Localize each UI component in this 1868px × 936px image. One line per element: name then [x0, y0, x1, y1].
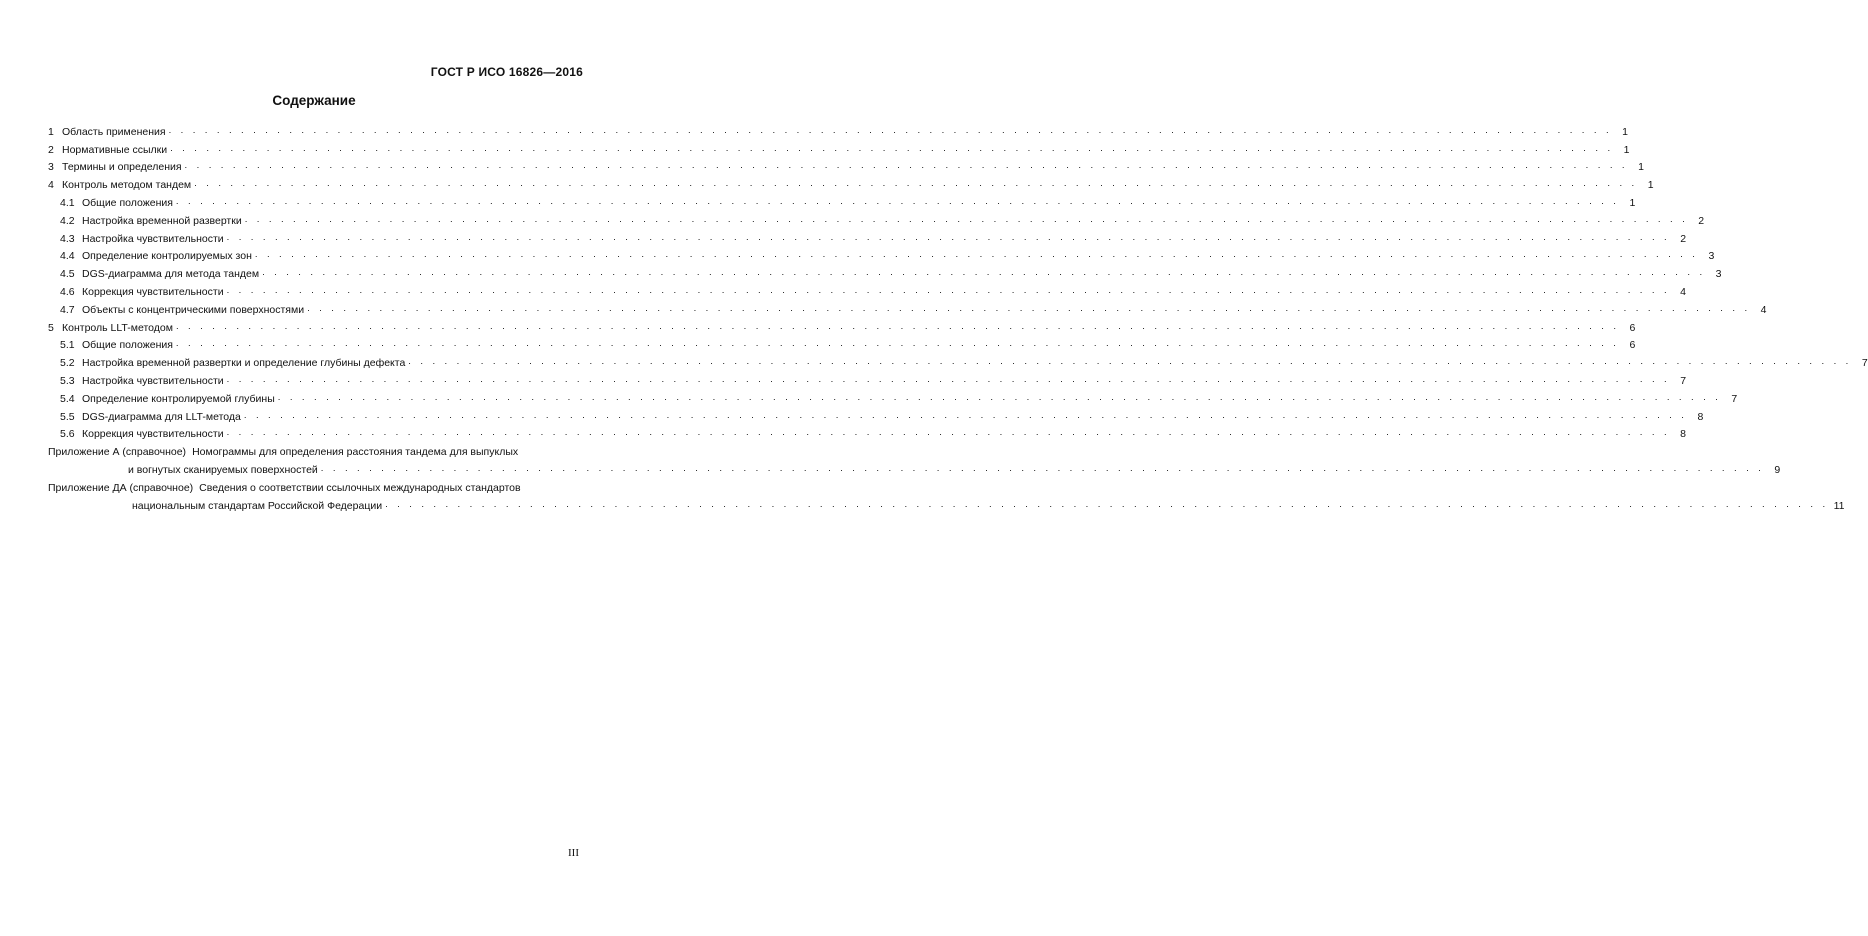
toc-entry-page: 8 — [1697, 410, 1704, 423]
toc-entry[interactable] — [48, 423, 1686, 441]
leader-dots: . . . . . . . . . . . . . . . . . . . . . . . . . . . . . . . . . . . . . . . . . . . . . . . . . . . . . . . . . . . . . . . . . . . . . . . . . . . . . . . . . . . . . . . . . . . . . . . . . . . . . . . . . . . . . . . . . . . . . . . . — [320, 462, 1765, 474]
page-number: III — [568, 847, 579, 859]
toc-entry-page: 6 — [1629, 339, 1636, 352]
toc-entry[interactable] — [48, 387, 1738, 405]
leader-dots: . . . . . . . . . . . . . . . . . . . . . . . . . . . . . . . . . . . . . . . . . . . . . . . . . . . . . . . . . . . . . . . . . . . . . . . . . . . . . . . . . . . . . . . . . . . . . . . . . . . . . . . . . . . . . . . . . . . . . . . . — [175, 320, 1620, 332]
toc-entry[interactable] — [48, 138, 1630, 156]
appendix-page: 11 — [1833, 499, 1845, 512]
toc-entry[interactable] — [48, 280, 1686, 298]
toc-entry-page: 6 — [1629, 321, 1636, 334]
leader-dots: . . . . . . . . . . . . . . . . . . . . . . . . . . . . . . . . . . . . . . . . . . . . . . . . . . . . . . . . . . . . . . . . . . . . . . . . . . . . . . . . . . . . . . . . . . . . . . . . . . . . . . . . . . . . . . . . . . . . . . . . — [184, 160, 1628, 172]
toc-entry-page: 4 — [1760, 303, 1767, 316]
toc-entry-page: 7 — [1861, 357, 1868, 370]
leader-dots: . . . . . . . . . . . . . . . . . . . . . . . . . . . . . . . . . . . . . . . . . . . . . . . . . . . . . . . . . . . . . . . . . . . . . . . . . . . . . . . . . . . . . . . . . . . . . . . . . . . . . . . . . . . . . . . . . . . . . . . . — [170, 142, 1614, 154]
toc-entry-title: Общие положения — [82, 339, 176, 351]
toc-entry-page: 1 — [1623, 143, 1630, 156]
leader-dots: . . . . . . . . . . . . . . . . . . . . . . . . . . . . . . . . . . . . . . . . . . . . . . . . . . . . . . . . . . . . . . . . . . . . . . . . . . . . . . . . . . . . . . . . . . . . . . . . . . . . . . . . . . . . . . . . . . . . . . . . — [244, 213, 1689, 225]
leader-dots: . . . . . . . . . . . . . . . . . . . . . . . . . . . . . . . . . . . . . . . . . . . . . . . . . . . . . . . . . . . . . . . . . . . . . . . . . . . . . . . . . . . . . . . . . . . . . . . . . . . . . . . . . . . . . . . . . . . . . . . . — [307, 302, 1751, 314]
toc-entry-number: 2 — [48, 143, 54, 156]
leader-dots: . . . . . . . . . . . . . . . . . . . . . . . . . . . . . . . . . . . . . . . . . . . . . . . . . . . . . . . . . . . . . . . . . . . . . . . . . . . . . . . . . . . . . . . . . . . . . . . . . . . . . . . . . . . . . . . . . . . . . . . . — [262, 267, 1706, 279]
toc-entry-number: 1 — [48, 125, 54, 138]
toc-appendix-entry[interactable] — [48, 476, 1845, 512]
toc-entry-number: 5.2 — [60, 357, 75, 370]
standard-designation: ГОСТ Р ИСО 16826—2016 — [430, 65, 583, 79]
appendix-title: Сведения о соответствии ссылочных международных стандартов — [199, 481, 521, 494]
toc-entry-page: 1 — [1638, 161, 1644, 174]
toc-entry-number: 5.6 — [60, 428, 75, 441]
toc-entry-title: DGS-диаграмма для метода тандем — [82, 268, 262, 280]
toc-entry[interactable] — [48, 173, 1654, 192]
leader-dots: . . . . . . . . . . . . . . . . . . . . . . . . . . . . . . . . . . . . . . . . . . . . . . . . . . . . . . . . . . . . . . . . . . . . . . . . . . . . . . . . . . . . . . . . . . . . . . . . . . . . . . . . . . . . . . . . . . . . . . . . — [254, 249, 1699, 261]
toc-entry-title: Настройка временной развертки и определение глубины дефекта — [82, 357, 408, 369]
toc-entry-title: Коррекция чувствительности — [82, 428, 227, 440]
toc-entry[interactable] — [48, 405, 1704, 423]
toc-entry-number: 5.1 — [60, 339, 75, 352]
toc-entry-number: 5.4 — [60, 392, 75, 405]
toc-entry-page: 8 — [1680, 428, 1686, 441]
toc-entry[interactable] — [48, 245, 1715, 263]
toc-entry-page: 2 — [1698, 214, 1705, 227]
leader-dots: . . . . . . . . . . . . . . . . . . . . . . . . . . . . . . . . . . . . . . . . . . . . . . . . . . . . . . . . . . . . . . . . . . . . . . . . . . . . . . . . . . . . . . . . . . . . . . . . . . . . . . . . . . . . . . . . . . . . . . . . — [226, 373, 1671, 385]
toc-entry[interactable] — [48, 209, 1705, 227]
toc-appendix-entry[interactable] — [48, 440, 1781, 476]
toc-entry-number: 4.1 — [60, 196, 75, 209]
toc-entry[interactable] — [48, 334, 1636, 352]
toc-entry-number: 5 — [48, 321, 54, 334]
toc-entry-title: Определение контролируемых зон — [82, 250, 255, 262]
leader-dots: . . . . . . . . . . . . . . . . . . . . . . . . . . . . . . . . . . . . . . . . . . . . . . . . . . . . . . . . . . . . . . . . . . . . . . . . . . . . . . . . . . . . . . . . . . . . . . . . . . . . . . . . . . . . . . . . . . . . . . . . — [226, 427, 1670, 439]
toc-entry-page: 4 — [1680, 285, 1686, 298]
leader-dots: . . . . . . . . . . . . . . . . . . . . . . . . . . . . . . . . . . . . . . . . . . . . . . . . . . . . . . . . . . . . . . . . . . . . . . . . . . . . . . . . . . . . . . . . . . . . . . . . . . . . . . . . . . . . . . . . . . . . . . . . — [168, 124, 1612, 136]
leader-dots: . . . . . . . . . . . . . . . . . . . . . . . . . . . . . . . . . . . . . . . . . . . . . . . . . . . . . . . . . . . . . . . . . . . . . . . . . . . . . . . . . . . . . . . . . . . . . . . . . . . . . . . . . . . . . . . . . . . . . . . . — [175, 195, 1620, 207]
toc-entry-page: 2 — [1680, 232, 1687, 245]
appendix-title-continued: национальным стандартам Российской Федерации — [132, 500, 385, 512]
leader-dots: . . . . . . . . . . . . . . . . . . . . . . . . . . . . . . . . . . . . . . . . . . . . . . . . . . . . . . . . . . . . . . . . . . . . . . . . . . . . . . . . . . . . . . . . . . . . . . . . . . . . . . . . . . . . . . . . . . . . . . . . — [408, 356, 1852, 368]
toc-entry[interactable] — [48, 191, 1636, 209]
toc-entry-number: 4.3 — [60, 232, 75, 245]
toc-entry[interactable] — [48, 227, 1687, 245]
toc-entry-title: Настройка чувствительности — [82, 233, 227, 245]
toc-entry-title: Нормативные ссылки — [62, 144, 170, 156]
leader-dots: . . . . . . . . . . . . . . . . . . . . . . . . . . . . . . . . . . . . . . . . . . . . . . . . . . . . . . . . . . . . . . . . . . . . . . . . . . . . . . . . . . . . . . . . . . . . . . . . . . . . . . . . . . . . . . . . . . . . . . . . — [277, 391, 1722, 403]
leader-dots: . . . . . . . . . . . . . . . . . . . . . . . . . . . . . . . . . . . . . . . . . . . . . . . . . . . . . . . . . . . . . . . . . . . . . . . . . . . . . . . . . . . . . . . . . . . . . . . . . . . . . . . . . . . . . . . . . . . . . . . . — [175, 338, 1620, 350]
appendix-title: Номограммы для определения расстояния тандема для выпуклых — [192, 446, 519, 459]
toc-entry-title: Коррекция чувствительности — [82, 286, 227, 298]
toc-entry-title: Настройка чувствительности — [82, 375, 227, 387]
page-title: Содержание — [272, 93, 356, 108]
toc-entry-number: 4 — [48, 179, 54, 192]
toc-entry-title: Контроль LLT-методом — [62, 322, 176, 334]
toc-entry-title: Контроль методом тандем — [62, 179, 194, 191]
toc-entry[interactable] — [48, 156, 1644, 174]
toc-entry-page: 3 — [1708, 250, 1715, 263]
toc-entry[interactable] — [48, 316, 1636, 334]
leader-dots: . . . . . . . . . . . . . . . . . . . . . . . . . . . . . . . . . . . . . . . . . . . . . . . . . . . . . . . . . . . . . . . . . . . . . . . . . . . . . . . . . . . . . . . . . . . . . . . . . . . . . . . . . . . . . . . . . . . . . . . . — [194, 178, 1638, 190]
toc-entry[interactable] — [48, 120, 1628, 138]
appendix-label: Приложение ДА (справочное) — [48, 481, 194, 494]
toc-entry-number: 3 — [48, 161, 54, 174]
toc-entry-number: 5.3 — [60, 374, 75, 387]
toc-entry-number: 4.6 — [60, 285, 75, 298]
appendix-page: 9 — [1774, 463, 1781, 476]
leader-dots: . . . . . . . . . . . . . . . . . . . . . . . . . . . . . . . . . . . . . . . . . . . . . . . . . . . . . . . . . . . . . . . . . . . . . . . . . . . . . . . . . . . . . . . . . . . . . . . . . . . . . . . . . . . . . . . . . . . . . . . . — [243, 409, 1688, 421]
toc-entry-page: 1 — [1629, 196, 1636, 209]
toc-entry-title: Общие положения — [82, 197, 176, 209]
leader-dots: . . . . . . . . . . . . . . . . . . . . . . . . . . . . . . . . . . . . . . . . . . . . . . . . . . . . . . . . . . . . . . . . . . . . . . . . . . . . . . . . . . . . . . . . . . . . . . . . . . . . . . . . . . . . . . . . . . . . . . . . — [226, 284, 1670, 296]
appendix-label: Приложение А (справочное) — [48, 446, 187, 459]
toc-entry-page: 7 — [1680, 374, 1687, 387]
leader-dots: . . . . . . . . . . . . . . . . . . . . . . . . . . . . . . . . . . . . . . . . . . . . . . . . . . . . . . . . . . . . . . . . . . . . . . . . . . . . . . . . . . . . . . . . . . . . . . . . . . . . . . . . . . . . . . . . . . . . . . . . — [385, 498, 1829, 510]
toc-entry-title: Область применения — [62, 126, 169, 138]
table-of-contents — [48, 120, 1868, 512]
toc-entry-page: 1 — [1647, 179, 1654, 192]
toc-entry-title: Настройка временной развертки — [82, 215, 245, 227]
toc-entry-title: DGS-диаграмма для LLT-метода — [82, 411, 244, 423]
appendix-title-continued: и вогнутых сканируемых поверхностей — [128, 464, 321, 476]
toc-entry[interactable] — [48, 369, 1687, 387]
toc-entry-page: 1 — [1622, 125, 1628, 138]
toc-entry-page: 3 — [1715, 268, 1722, 281]
toc-entry-number: 4.2 — [60, 214, 75, 227]
toc-entry-title: Термины и определения — [62, 161, 185, 173]
toc-entry[interactable] — [48, 262, 1722, 281]
toc-entry[interactable] — [48, 298, 1767, 316]
toc-entry-title: Объекты с концентрическими поверхностями — [82, 304, 307, 316]
toc-entry-number: 4.5 — [60, 268, 75, 281]
toc-entry-number: 5.5 — [60, 410, 75, 423]
toc-entry-number: 4.4 — [60, 250, 75, 263]
toc-entry-number: 4.7 — [60, 303, 75, 316]
toc-entry-title: Определение контролируемой глубины — [82, 393, 278, 405]
toc-entry-page: 7 — [1731, 392, 1738, 405]
toc-entry[interactable] — [48, 351, 1868, 370]
leader-dots: . . . . . . . . . . . . . . . . . . . . . . . . . . . . . . . . . . . . . . . . . . . . . . . . . . . . . . . . . . . . . . . . . . . . . . . . . . . . . . . . . . . . . . . . . . . . . . . . . . . . . . . . . . . . . . . . . . . . . . . . — [226, 231, 1671, 243]
